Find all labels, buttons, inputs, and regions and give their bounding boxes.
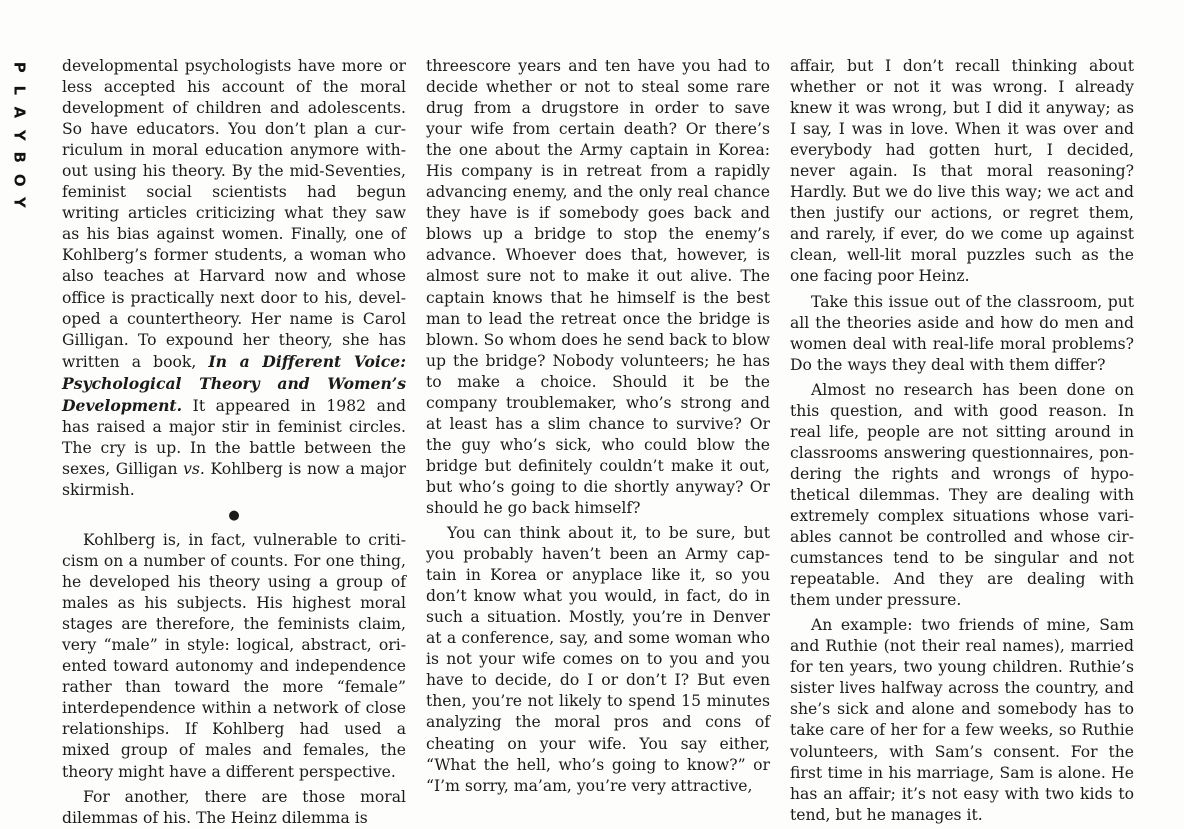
- paragraph-text: It appeared in 1982 and has raised a major stir in feminist circles. The cry is up. In the battle between the sexes, Gilligan: [62, 396, 406, 478]
- text-column-2: [426, 56, 770, 797]
- masthead-letter: B: [10, 151, 29, 163]
- text-column-1: [62, 56, 406, 829]
- paragraph: For another, there are those moral dilemmas of his. The Heinz dilemma is: [62, 787, 406, 827]
- magazine-masthead: [8, 56, 30, 214]
- paragraph: threescore years and ten have you had to decide whether or not to steal some rare drug from a drugstore in order to save your wife from certain death? Or there’s the one about the Army captain in Korea: His company is in retreat from a rapidly advancing enemy, and the only real chance they have is if somebody goes back and blows up a bridge to stop the enemy’s advance. Whoever does that, however, is almost sure not to make it out alive. The captain knows that he himself is the best man to lead the retreat once the bridge is blown. So whom does he send back to blow up the bridge? Nobody volunteers; he has to make a choice. Should it be the company troublemaker, who’s strong and at least has a slim chance to survive? Or the guy who’s sick, who could blow the bridge but definitely couldn’t make it out, but who’s going to die shortly anyway? Or should he go back himself?: [426, 57, 770, 517]
- paragraph: [62, 56, 406, 501]
- book-title: In a Different Voice: Psychological Theory and Women’s Development.: [62, 351, 406, 415]
- paragraph-text: Kohlberg is now a major skirmish.: [62, 459, 406, 499]
- italic-vs: vs.: [183, 459, 205, 478]
- masthead-letter: O: [10, 173, 29, 187]
- section-bullet: ●: [228, 507, 240, 523]
- masthead-letter: A: [10, 106, 29, 119]
- paragraph: You can think about it, to be sure, but you probably haven’t been an Army captain in Korea or anyplace like it, so you don’t know what you would, in fact, do in such a situation. Mostly, you’re in Denver at a conference, say, and some woman who is not your wife comes on to you and you have to decide, do I or don’t I? But even then, you’re not likely to spend 15 minutes analyzing the moral pros and cons of cheating on your wife. You say either, “What the hell, who’s going to know?” or “I’m sorry, ma’am, you’re very attractive,: [426, 524, 770, 795]
- paragraph-text: developmental psychologists have more or less accepted his account of the moral development of children and adolescents. So have educators. You don’t plan a curriculum in moral education anymore without using his theory. By the mid-Seventies, feminist social scientists had begun writing articles criticizing what they saw as his bias against women. Finally, one of Kohlberg’s former students, a woman who also teaches at Harvard now and whose office is practically next door to his, developed a countertheory. Her name is Carol Gilligan. To expound her theory, she has written a book,: [62, 57, 406, 371]
- masthead-letter: Y: [10, 196, 29, 208]
- masthead-letter: Y: [10, 129, 29, 141]
- masthead-letter: L: [10, 84, 29, 95]
- paragraph: Kohlberg is, in fact, vulnerable to criticism on a number of counts. For one thing, he developed his theory using a group of males as his subjects. His highest moral stages are therefore, the feminists claim, very “male” in style: logical, abstract, oriented toward autonomy and independence rather than toward the more “female” interdependence within a network of close relationships. If Kohlberg had used a mixed group of males and females, the theory might have a different perspective.: [62, 530, 406, 781]
- paragraph: Almost no research has been done on this question, and with good reason. In real life, people are not sitting around in classrooms answering questionnaires, pondering the rights and wrongs of hypothetical dilemmas. They are dealing with extremely complex situations whose variables cannot be controlled and whose circumstances tend to be singular and not repeatable. And they are dealing with them under pressure.: [790, 380, 1134, 610]
- text-column-3: [790, 56, 1134, 826]
- masthead-letter: P: [10, 61, 29, 73]
- paragraph: affair, but I don’t recall thinking about whether or not it was wrong. I already knew it was wrong, but I did it anyway; as I say, I was in love. When it was over and everybody had gotten hurt, I decided, never again. Is that moral reasoning? Hardly. But we do live this way; we act and then justify our actions, or regret them, and rarely, if ever, do we come up against clean, well-lit moral puzzles such as the one facing poor Heinz.: [790, 57, 1134, 286]
- paragraph: An example: two friends of mine, Sam and Ruthie (not their real names), married for ten years, two young children. Ruthie’s sister lives halfway across the country, and she’s sick and alone and somebody has to take care of her for a few weeks, so Ruthie volunteers, with Sam’s consent. For the first time in his marriage, Sam is alone. He has an affair; it’s not easy with two kids to tend, but he manages it.: [790, 616, 1134, 824]
- paragraph: Take this issue out of the classroom, put all the theories aside and how do men and women deal with real-life moral problems? Do the ways they deal with them differ?: [790, 292, 1134, 374]
